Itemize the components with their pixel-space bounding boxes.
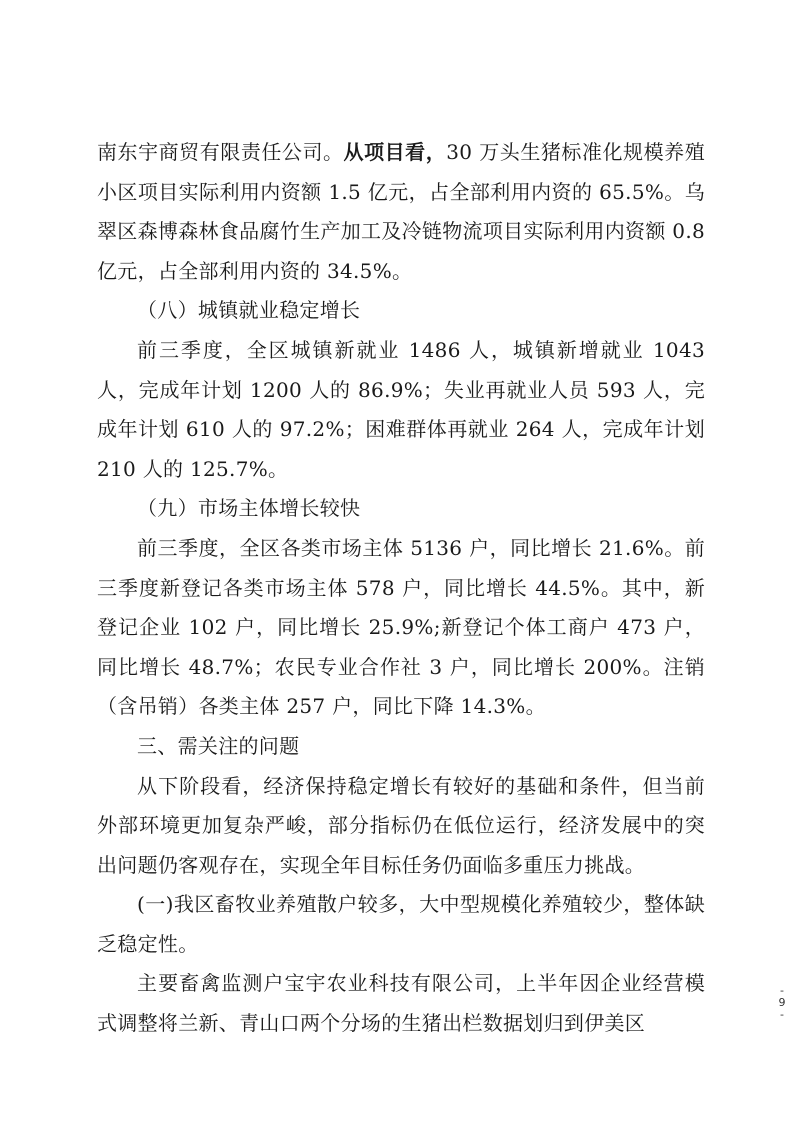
bold-lead-phrase: 从项目看，: [343, 140, 447, 164]
section-heading-market-entities: （九）市场主体增长较快: [137, 496, 361, 521]
section-heading-issues: 三、需关注的问题: [137, 733, 300, 758]
paragraph-text: 30 万头生猪标准化规模养殖小区项目实际利用内资额 1.5 亿元，占全部利用内资的 65.5%。乌翠区森博森林食品腐竹生产加工及冷链物流项目实际利用内资额 0.8 亿元，占全部利用内资的 34.5%。: [97, 140, 705, 283]
paragraph-investment-projects: [97, 133, 705, 291]
page-number-dash: -: [780, 1008, 784, 1021]
paragraph-issues: 从下阶段看，经济保持稳定增长有较好的基础和条件，但当前外部环境更加复杂严峻，部分指标仍在低位运行，经济发展中的突出问题仍客观存在，实现全年目标任务仍面临多重压力挑战。: [97, 773, 705, 877]
section-heading-employment: （八）城镇就业稳定增长: [137, 298, 361, 323]
subheading-livestock: (一)我区畜牧业养殖散户较多，大中型规模化养殖较少，整体缺乏稳定性。: [97, 892, 705, 956]
paragraph-livestock: 主要畜禽监测户宝宇农业科技有限公司，上半年因企业经营模式调整将兰新、青山口两个分场的生猪出栏数据划归到伊美区: [97, 971, 705, 1036]
paragraph-text: 南东宇商贸有限责任公司。: [97, 140, 344, 164]
page-number-value: 9: [778, 996, 786, 1009]
paragraph-market-entities: 前三季度，全区各类市场主体 5136 户，同比增长 21.6%。前三季度新登记各类市场主体 578 户，同比增长 44.5%。其中，新登记企业 102 户，同比增长 25.9%;新登记个体工商户 473 户，同比增长 48.7%；农民专业合作社 3 户，同比增长 200%。注销（含吊销）各类主体 257 户，同比下降 14.3%。: [97, 535, 705, 719]
document-body: [97, 133, 705, 1044]
page-number: [772, 986, 792, 1020]
paragraph-employment: 前三季度，全区城镇新就业 1486 人，城镇新增就业 1043 人，完成年计划 1200 人的 86.9%；失业再就业人员 593 人，完成年计划 610 人的 97.2%；困难群体再就业 264 人，完成年计划 210 人的 125.7%。: [97, 337, 705, 481]
page-number-dash: -: [780, 984, 784, 997]
